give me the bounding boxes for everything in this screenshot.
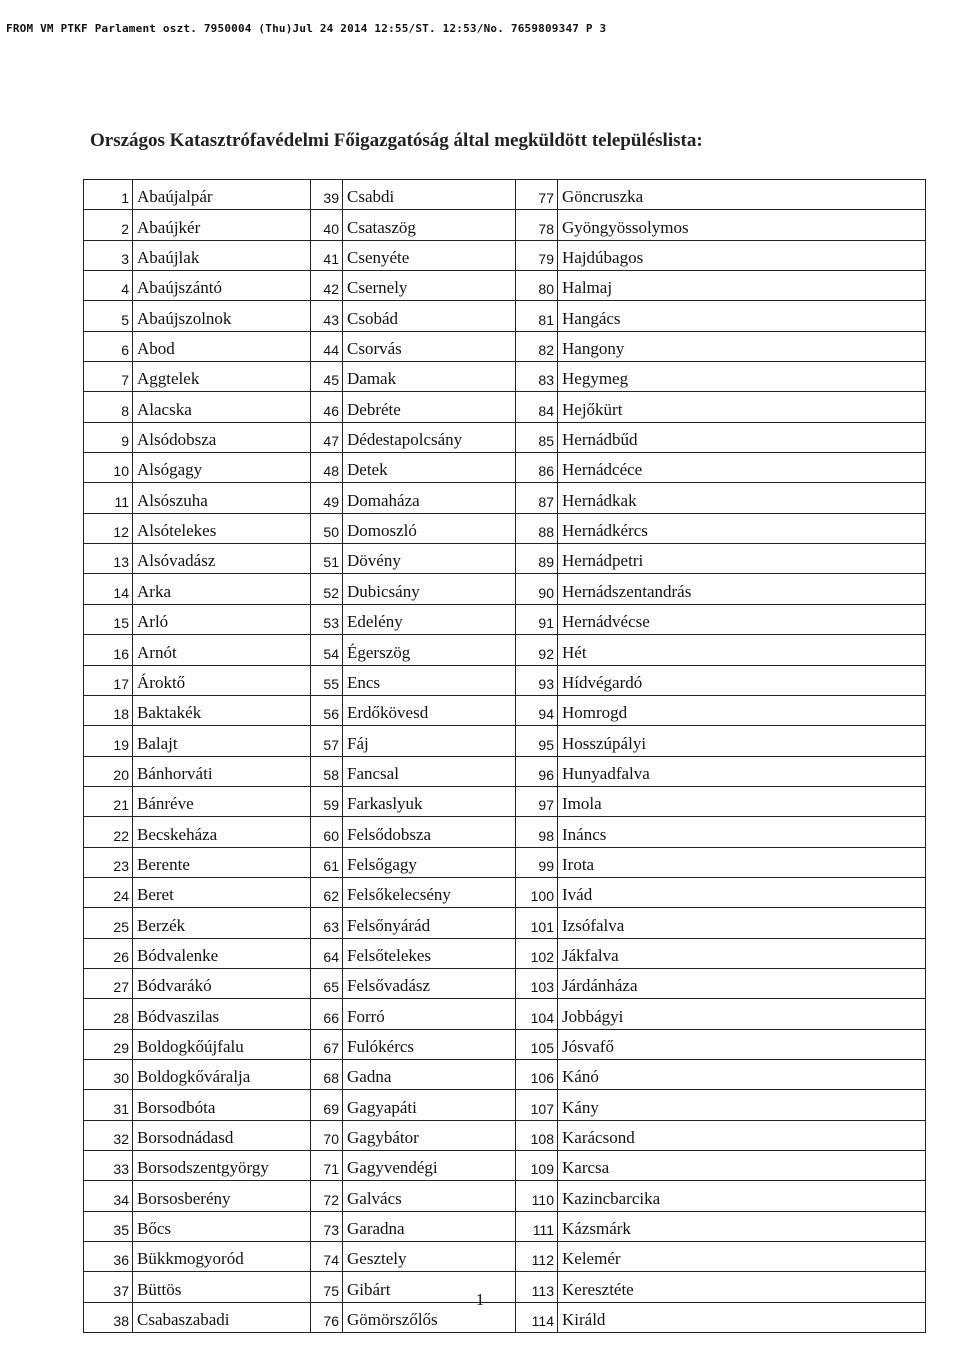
settlement-name: Gagyapáti (343, 1090, 516, 1120)
settlement-number: 82 (516, 331, 558, 361)
table-row (84, 695, 926, 725)
settlement-number: 13 (84, 544, 133, 574)
settlement-name: Hernádvécse (558, 604, 926, 634)
table-row (84, 210, 926, 240)
settlement-name: Garadna (343, 1211, 516, 1241)
settlement-number: 11 (84, 483, 133, 513)
settlement-name: Járdánháza (558, 968, 926, 998)
settlement-number: 28 (84, 999, 133, 1029)
settlement-number: 48 (311, 453, 343, 483)
settlement-number: 90 (516, 574, 558, 604)
settlement-number: 30 (84, 1059, 133, 1089)
settlement-number: 113 (516, 1272, 558, 1302)
settlement-number: 29 (84, 1029, 133, 1059)
settlement-name: Felsőtelekes (343, 938, 516, 968)
settlement-name: Abod (133, 331, 311, 361)
settlement-name: Forró (343, 999, 516, 1029)
settlement-name: Abaújalpár (133, 180, 311, 210)
table-row (84, 240, 926, 270)
table-row (84, 513, 926, 543)
settlement-number: 97 (516, 786, 558, 816)
settlement-name: Bódvaszilas (133, 999, 311, 1029)
settlement-number: 7 (84, 362, 133, 392)
table-row (84, 331, 926, 361)
table-row (84, 817, 926, 847)
settlement-name: Alsószuha (133, 483, 311, 513)
settlement-name: Abaújszántó (133, 271, 311, 301)
settlement-name: Büttös (133, 1272, 311, 1302)
settlement-name: Hét (558, 635, 926, 665)
settlement-name: Encs (343, 665, 516, 695)
settlement-name: Ináncs (558, 817, 926, 847)
settlement-name: Becskeháza (133, 817, 311, 847)
settlement-number: 79 (516, 240, 558, 270)
settlement-number: 18 (84, 695, 133, 725)
settlement-name: Abaújlak (133, 240, 311, 270)
settlement-number: 71 (311, 1151, 343, 1181)
settlement-name: Arnót (133, 635, 311, 665)
settlement-number: 3 (84, 240, 133, 270)
settlement-number: 43 (311, 301, 343, 331)
settlement-table-body (84, 180, 926, 1333)
settlement-name: Hernádpetri (558, 544, 926, 574)
settlement-number: 46 (311, 392, 343, 422)
settlement-name: Gömörszőlős (343, 1302, 516, 1332)
settlement-name: Berzék (133, 908, 311, 938)
settlement-name: Bőcs (133, 1211, 311, 1241)
settlement-name: Abaújkér (133, 210, 311, 240)
settlement-number: 75 (311, 1272, 343, 1302)
settlement-name: Hernádkércs (558, 513, 926, 543)
settlement-number: 73 (311, 1211, 343, 1241)
settlement-name: Arló (133, 604, 311, 634)
settlement-name: Domoszló (343, 513, 516, 543)
settlement-number: 17 (84, 665, 133, 695)
settlement-name: Borsosberény (133, 1181, 311, 1211)
settlement-number: 68 (311, 1059, 343, 1089)
settlement-number: 78 (516, 210, 558, 240)
settlement-name: Debréte (343, 392, 516, 422)
settlement-number: 67 (311, 1029, 343, 1059)
settlement-name: Galvács (343, 1181, 516, 1211)
settlement-number: 66 (311, 999, 343, 1029)
settlement-number: 72 (311, 1181, 343, 1211)
settlement-name: Csernely (343, 271, 516, 301)
settlement-name: Boldogkőváralja (133, 1059, 311, 1089)
settlement-name: Abaújszolnok (133, 301, 311, 331)
settlement-number: 21 (84, 786, 133, 816)
settlement-number: 52 (311, 574, 343, 604)
settlement-number: 64 (311, 938, 343, 968)
table-row (84, 635, 926, 665)
settlement-name: Hajdúbagos (558, 240, 926, 270)
table-row (84, 968, 926, 998)
settlement-number: 25 (84, 908, 133, 938)
settlement-name: Gesztely (343, 1242, 516, 1272)
table-row (84, 1090, 926, 1120)
settlement-number: 106 (516, 1059, 558, 1089)
settlement-number: 60 (311, 817, 343, 847)
table-row (84, 756, 926, 786)
settlement-name: Dubicsány (343, 574, 516, 604)
settlement-number: 10 (84, 453, 133, 483)
settlement-name: Alsóvadász (133, 544, 311, 574)
table-row (84, 908, 926, 938)
settlement-number: 89 (516, 544, 558, 574)
settlement-number: 39 (311, 180, 343, 210)
settlement-number: 59 (311, 786, 343, 816)
settlement-number: 36 (84, 1242, 133, 1272)
settlement-name: Hangony (558, 331, 926, 361)
settlement-number: 61 (311, 847, 343, 877)
settlement-number: 5 (84, 301, 133, 331)
settlement-number: 26 (84, 938, 133, 968)
settlement-name: Kány (558, 1090, 926, 1120)
settlement-name: Hernádcéce (558, 453, 926, 483)
settlement-name: Csorvás (343, 331, 516, 361)
settlement-number: 38 (84, 1302, 133, 1332)
settlement-name: Dövény (343, 544, 516, 574)
settlement-number: 91 (516, 604, 558, 634)
table-row (84, 392, 926, 422)
table-row (84, 271, 926, 301)
settlement-name: Jobbágyi (558, 999, 926, 1029)
table-row (84, 1059, 926, 1089)
settlement-number: 53 (311, 604, 343, 634)
settlement-number: 14 (84, 574, 133, 604)
settlement-number: 74 (311, 1242, 343, 1272)
settlement-number: 114 (516, 1302, 558, 1332)
settlement-number: 111 (516, 1211, 558, 1241)
settlement-number: 51 (311, 544, 343, 574)
settlement-number: 54 (311, 635, 343, 665)
settlement-name: Jósvafő (558, 1029, 926, 1059)
settlement-name: Gibárt (343, 1272, 516, 1302)
settlement-name: Dédestapolcsány (343, 422, 516, 452)
table-row (84, 1242, 926, 1272)
settlement-name: Hangács (558, 301, 926, 331)
settlement-number: 96 (516, 756, 558, 786)
table-row (84, 544, 926, 574)
settlement-number: 103 (516, 968, 558, 998)
settlement-name: Királd (558, 1302, 926, 1332)
settlement-number: 65 (311, 968, 343, 998)
table-row (84, 847, 926, 877)
settlement-number: 95 (516, 726, 558, 756)
settlement-name: Halmaj (558, 271, 926, 301)
settlement-name: Damak (343, 362, 516, 392)
settlement-number: 2 (84, 210, 133, 240)
settlement-name: Alsótelekes (133, 513, 311, 543)
settlement-number: 40 (311, 210, 343, 240)
settlement-number: 108 (516, 1120, 558, 1150)
table-row (84, 1029, 926, 1059)
settlement-name: Gadna (343, 1059, 516, 1089)
settlement-number: 23 (84, 847, 133, 877)
settlement-number: 69 (311, 1090, 343, 1120)
settlement-number: 83 (516, 362, 558, 392)
settlement-number: 105 (516, 1029, 558, 1059)
settlement-name: Bánhorváti (133, 756, 311, 786)
settlement-name: Felsővadász (343, 968, 516, 998)
settlement-name: Alsódobsza (133, 422, 311, 452)
settlement-number: 6 (84, 331, 133, 361)
settlement-number: 31 (84, 1090, 133, 1120)
settlement-name: Göncruszka (558, 180, 926, 210)
settlement-name: Alacska (133, 392, 311, 422)
settlement-name: Hejőkürt (558, 392, 926, 422)
table-row (84, 726, 926, 756)
settlement-name: Hernádszentandrás (558, 574, 926, 604)
settlement-number: 55 (311, 665, 343, 695)
settlement-name: Alsógagy (133, 453, 311, 483)
settlement-number: 112 (516, 1242, 558, 1272)
settlement-name: Felsőgagy (343, 847, 516, 877)
settlement-number: 88 (516, 513, 558, 543)
settlement-name: Karcsa (558, 1151, 926, 1181)
settlement-name: Domaháza (343, 483, 516, 513)
settlement-number: 76 (311, 1302, 343, 1332)
settlement-name: Hegymeg (558, 362, 926, 392)
settlement-number: 63 (311, 908, 343, 938)
settlement-name: Égerszög (343, 635, 516, 665)
settlement-number: 110 (516, 1181, 558, 1211)
settlement-name: Keresztéte (558, 1272, 926, 1302)
settlement-name: Fáj (343, 726, 516, 756)
table-row (84, 453, 926, 483)
table-row (84, 422, 926, 452)
settlement-name: Imola (558, 786, 926, 816)
settlement-name: Felsőkelecsény (343, 877, 516, 907)
page-number: 1 (475, 1290, 485, 1309)
settlement-number: 41 (311, 240, 343, 270)
settlement-name: Aggtelek (133, 362, 311, 392)
settlement-number: 45 (311, 362, 343, 392)
settlement-number: 49 (311, 483, 343, 513)
settlement-number: 93 (516, 665, 558, 695)
settlement-name: Hernádkak (558, 483, 926, 513)
table-row (84, 301, 926, 331)
settlement-name: Karácsond (558, 1120, 926, 1150)
settlement-name: Farkaslyuk (343, 786, 516, 816)
settlement-number: 92 (516, 635, 558, 665)
settlement-number: 8 (84, 392, 133, 422)
settlement-name: Gagybátor (343, 1120, 516, 1150)
settlement-number: 98 (516, 817, 558, 847)
settlement-number: 77 (516, 180, 558, 210)
settlement-number: 85 (516, 422, 558, 452)
table-row (84, 1151, 926, 1181)
settlement-name: Jákfalva (558, 938, 926, 968)
settlement-number: 19 (84, 726, 133, 756)
settlement-number: 24 (84, 877, 133, 907)
settlement-name: Bükkmogyoród (133, 1242, 311, 1272)
settlement-name: Boldogkőújfalu (133, 1029, 311, 1059)
settlement-name: Erdőkövesd (343, 695, 516, 725)
settlement-number: 56 (311, 695, 343, 725)
settlement-name: Fulókércs (343, 1029, 516, 1059)
settlement-name: Fancsal (343, 756, 516, 786)
table-row (84, 999, 926, 1029)
settlement-number: 57 (311, 726, 343, 756)
settlement-name: Csenyéte (343, 240, 516, 270)
settlement-name: Hosszúpályi (558, 726, 926, 756)
settlement-name: Gagyvendégi (343, 1151, 516, 1181)
settlement-number: 33 (84, 1151, 133, 1181)
settlement-name: Borsodbóta (133, 1090, 311, 1120)
table-row (84, 574, 926, 604)
settlement-name: Berente (133, 847, 311, 877)
settlement-name: Arka (133, 574, 311, 604)
settlement-number: 58 (311, 756, 343, 786)
settlement-name: Hernádbűd (558, 422, 926, 452)
settlement-number: 99 (516, 847, 558, 877)
settlement-name: Felsődobsza (343, 817, 516, 847)
settlement-number: 47 (311, 422, 343, 452)
settlement-number: 84 (516, 392, 558, 422)
settlement-number: 1 (84, 180, 133, 210)
settlement-number: 16 (84, 635, 133, 665)
settlement-number: 50 (311, 513, 343, 543)
settlement-number: 109 (516, 1151, 558, 1181)
settlement-name: Bódvalenke (133, 938, 311, 968)
settlement-number: 35 (84, 1211, 133, 1241)
settlement-name: Gyöngyössolymos (558, 210, 926, 240)
table-row (84, 180, 926, 210)
settlement-number: 4 (84, 271, 133, 301)
settlement-name: Felsőnyárád (343, 908, 516, 938)
settlement-name: Kánó (558, 1059, 926, 1089)
settlement-number: 101 (516, 908, 558, 938)
settlement-name: Hunyadfalva (558, 756, 926, 786)
fax-header: FROM VM PTKF Parlament oszt. 7950004 (Thu)Jul 24 2014 12:55/ST. 12:53/No. 7659809347 P 3 (6, 22, 607, 35)
table-row (84, 1120, 926, 1150)
settlement-name: Bódvarákó (133, 968, 311, 998)
settlement-name: Homrogd (558, 695, 926, 725)
settlement-name: Kazincbarcika (558, 1181, 926, 1211)
page-title: Országos Katasztrófavédelmi Főigazgatóság által megküldött településlista: (90, 130, 703, 151)
settlement-name: Borsodnádasd (133, 1120, 311, 1150)
settlement-number: 80 (516, 271, 558, 301)
settlement-number: 87 (516, 483, 558, 513)
table-row (84, 1181, 926, 1211)
settlement-number: 27 (84, 968, 133, 998)
settlement-number: 22 (84, 817, 133, 847)
settlement-name: Csobád (343, 301, 516, 331)
settlement-number: 12 (84, 513, 133, 543)
settlement-number: 20 (84, 756, 133, 786)
settlement-number: 9 (84, 422, 133, 452)
settlement-number: 70 (311, 1120, 343, 1150)
settlement-name: Detek (343, 453, 516, 483)
settlement-name: Ivád (558, 877, 926, 907)
settlement-number: 86 (516, 453, 558, 483)
settlement-name: Borsodszentgyörgy (133, 1151, 311, 1181)
settlement-name: Bánréve (133, 786, 311, 816)
settlement-name: Balajt (133, 726, 311, 756)
settlement-name: Beret (133, 877, 311, 907)
table-row (84, 786, 926, 816)
table-row (84, 604, 926, 634)
table-row (84, 362, 926, 392)
settlement-name: Hídvégardó (558, 665, 926, 695)
settlement-name: Kelemér (558, 1242, 926, 1272)
settlement-number: 15 (84, 604, 133, 634)
table-row (84, 483, 926, 513)
settlement-number: 34 (84, 1181, 133, 1211)
settlement-number: 62 (311, 877, 343, 907)
settlement-name: Csataszög (343, 210, 516, 240)
settlement-name: Baktakék (133, 695, 311, 725)
settlement-number: 102 (516, 938, 558, 968)
settlement-name: Edelény (343, 604, 516, 634)
settlement-table (83, 179, 926, 1333)
settlement-number: 44 (311, 331, 343, 361)
settlement-number: 94 (516, 695, 558, 725)
settlement-name: Izsófalva (558, 908, 926, 938)
settlement-number: 32 (84, 1120, 133, 1150)
table-row (84, 1211, 926, 1241)
settlement-number: 37 (84, 1272, 133, 1302)
table-row (84, 938, 926, 968)
settlement-number: 81 (516, 301, 558, 331)
settlement-number: 107 (516, 1090, 558, 1120)
settlement-name: Csabdi (343, 180, 516, 210)
settlement-number: 42 (311, 271, 343, 301)
settlement-name: Csabaszabadi (133, 1302, 311, 1332)
settlement-name: Kázsmárk (558, 1211, 926, 1241)
settlement-number: 104 (516, 999, 558, 1029)
table-row (84, 665, 926, 695)
settlement-name: Ároktő (133, 665, 311, 695)
settlement-number: 100 (516, 877, 558, 907)
table-row (84, 877, 926, 907)
settlement-name: Irota (558, 847, 926, 877)
